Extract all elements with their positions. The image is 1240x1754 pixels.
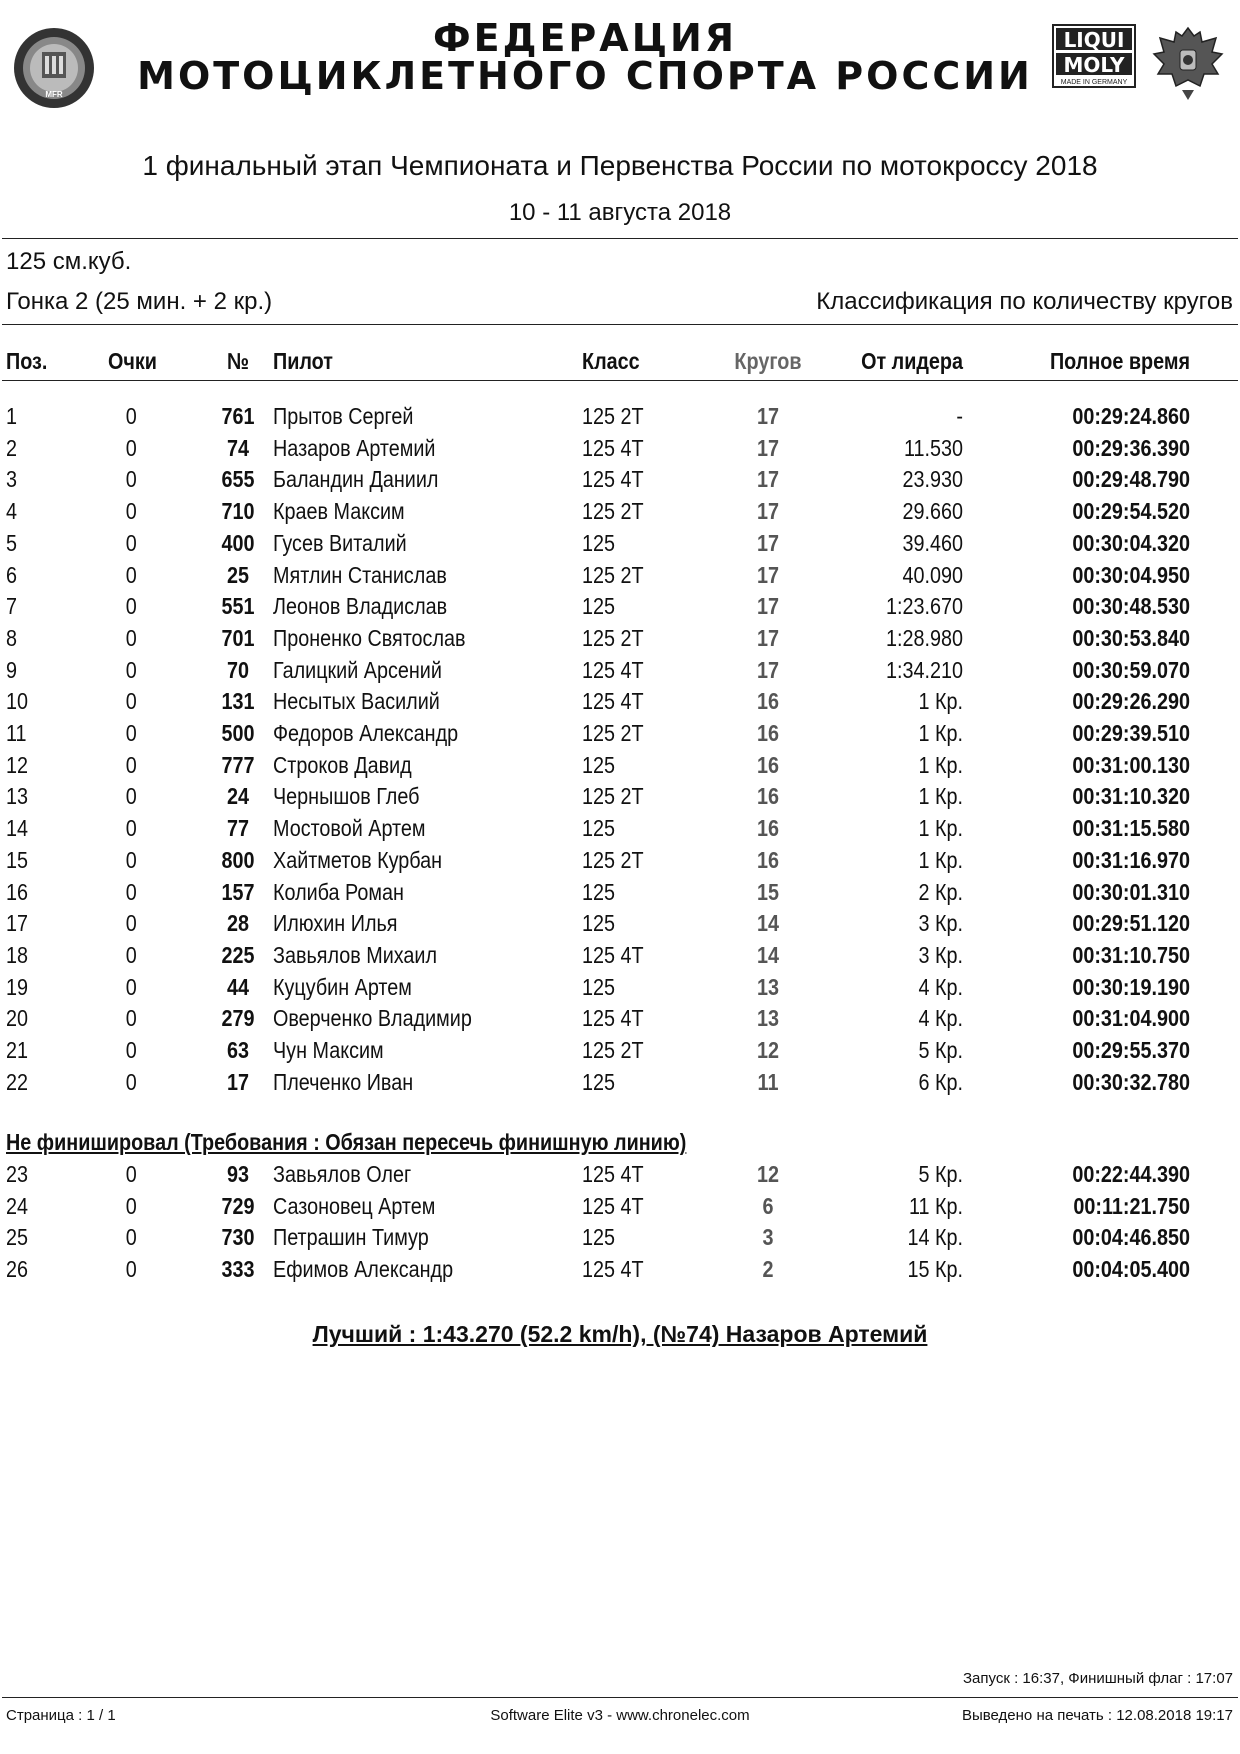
col-header-laps: Кругов <box>734 348 802 374</box>
cell-laps: 13 <box>756 973 780 1000</box>
cell-class: 125 <box>582 751 616 778</box>
cell-gap: 1:28.980 <box>886 624 963 651</box>
cell-number: 157 <box>221 878 255 905</box>
cell-laps: 16 <box>756 846 780 873</box>
cell-pilot: Леонов Владислав <box>273 593 448 620</box>
cell-laps: 16 <box>756 783 780 810</box>
cell-points: 0 <box>125 846 137 873</box>
cell-points: 0 <box>125 815 137 842</box>
cell-number: 800 <box>221 846 255 873</box>
cell-pilot: Завьялов Олег <box>273 1161 412 1187</box>
cell-points: 0 <box>125 1224 137 1251</box>
cell-gap: 1:23.670 <box>886 593 963 620</box>
cell-pilot: Краев Максим <box>273 498 405 525</box>
cell-gap: 1:34.210 <box>886 656 963 683</box>
cell-class: 125 4Т <box>582 466 644 493</box>
col-header-gap: От лидера <box>861 348 963 374</box>
cell-class: 125 <box>582 815 616 842</box>
cell-laps: 14 <box>756 910 780 937</box>
cell-gap: 3 Кр. <box>918 910 963 937</box>
cell-points: 0 <box>125 878 137 905</box>
cell-points: 0 <box>125 720 137 746</box>
cell-number: 44 <box>226 973 250 1000</box>
cell-pos: 12 <box>6 751 29 778</box>
cell-pos: 10 <box>6 688 29 715</box>
cell-points: 0 <box>125 910 137 937</box>
cell-pos: 14 <box>6 815 29 842</box>
cell-pilot: Федоров Александр <box>273 720 459 746</box>
cell-laps: 17 <box>756 561 780 588</box>
cell-total: 00:29:24.860 <box>1072 403 1190 429</box>
cell-gap: 11.530 <box>903 434 963 461</box>
cell-gap: 15 Кр. <box>907 1256 963 1283</box>
cell-gap: 14 Кр. <box>907 1224 963 1251</box>
cell-pos: 7 <box>6 593 18 620</box>
cell-class: 125 2Т <box>582 403 644 429</box>
cell-gap: 23.930 <box>902 466 963 493</box>
cell-number: 333 <box>221 1256 255 1283</box>
cell-pos: 2 <box>6 434 18 461</box>
cell-points: 0 <box>125 783 137 810</box>
cell-pos: 20 <box>6 1005 29 1032</box>
cell-pilot: Мостовой Артем <box>273 815 426 842</box>
cell-points: 0 <box>125 403 137 429</box>
cell-total: 00:30:59.070 <box>1072 656 1190 683</box>
cell-points: 0 <box>125 434 137 461</box>
cell-total: 00:31:10.320 <box>1072 783 1190 810</box>
cell-pos: 15 <box>6 846 29 873</box>
cell-class: 125 4Т <box>582 1192 644 1219</box>
cell-total: 00:04:46.850 <box>1072 1224 1190 1251</box>
cell-total: 00:22:44.390 <box>1072 1161 1190 1187</box>
cell-laps: 17 <box>756 593 780 620</box>
cell-points: 0 <box>125 1192 137 1219</box>
cell-pilot: Галицкий Арсений <box>273 656 442 683</box>
cell-laps: 16 <box>756 720 780 746</box>
cell-points: 0 <box>125 1161 137 1187</box>
event-title: 1 финальный этап Чемпионата и Первенства России по мотокроссу 2018 <box>142 150 1098 181</box>
cell-pilot: Завьялов Михаил <box>273 941 438 968</box>
cell-pilot: Петрашин Тимур <box>273 1224 429 1251</box>
cell-total: 00:31:04.900 <box>1072 1005 1190 1032</box>
cell-gap: 11 Кр. <box>908 1192 963 1219</box>
cell-class: 125 4Т <box>582 941 644 968</box>
cell-points: 0 <box>125 688 137 715</box>
cell-laps: 17 <box>756 403 780 429</box>
cell-total: 00:29:26.290 <box>1072 688 1190 715</box>
cell-pilot: Гусев Виталий <box>273 529 407 556</box>
cell-number: 710 <box>221 498 255 525</box>
cell-gap: 4 Кр. <box>918 1005 963 1032</box>
cell-total: 00:31:00.130 <box>1072 751 1190 778</box>
cell-gap: 39.460 <box>902 529 963 556</box>
cell-number: 279 <box>221 1005 255 1032</box>
cell-pos: 17 <box>6 910 29 937</box>
cell-pilot: Баландин Даниил <box>273 466 439 493</box>
dnf-section-title: Не финишировал (Требования : Обязан пересечь финишную линию) <box>6 1129 687 1155</box>
cell-points: 0 <box>125 1005 137 1032</box>
cell-laps: 16 <box>756 815 780 842</box>
cell-laps: 2 <box>762 1256 774 1283</box>
cell-laps: 17 <box>756 434 780 461</box>
cell-laps: 17 <box>756 498 780 525</box>
cell-class: 125 <box>582 878 616 905</box>
cell-class: 125 4Т <box>582 1005 644 1032</box>
cell-pos: 8 <box>6 624 18 651</box>
cell-total: 00:30:04.950 <box>1072 561 1190 588</box>
cell-gap: 2 Кр. <box>918 878 963 905</box>
cell-gap: 5 Кр. <box>918 1161 963 1187</box>
col-header-points: Очки <box>108 348 157 374</box>
liqui-moly-logo <box>1052 24 1136 88</box>
cell-pilot: Проненко Святослав <box>273 624 466 651</box>
cell-pos: 3 <box>6 466 18 493</box>
cell-points: 0 <box>125 941 137 968</box>
cell-number: 63 <box>226 1037 250 1063</box>
cell-laps: 13 <box>756 1005 780 1032</box>
cell-class: 125 2Т <box>582 783 644 810</box>
cell-points: 0 <box>125 529 137 556</box>
cell-laps: 15 <box>756 878 780 905</box>
liqui-moly-text-2: MOLY <box>1063 53 1125 77</box>
cell-total: 00:30:19.190 <box>1072 973 1190 1000</box>
col-header-class: Класс <box>582 348 640 374</box>
start-finish-times: Запуск : 16:37, Финишный флаг : 17:07 <box>963 1670 1233 1687</box>
cell-class: 125 2Т <box>582 624 644 651</box>
cell-pilot: Сазоновец Артем <box>273 1192 436 1219</box>
cell-number: 24 <box>226 783 250 810</box>
cell-pilot: Чун Максим <box>273 1037 384 1063</box>
cell-number: 74 <box>226 434 250 461</box>
cell-number: 729 <box>221 1192 255 1219</box>
cell-gap: 6 Кр. <box>918 1068 963 1095</box>
cell-pilot: Назаров Артемий <box>273 434 436 461</box>
cell-laps: 17 <box>756 624 780 651</box>
cell-points: 0 <box>125 624 137 651</box>
cell-laps: 16 <box>756 688 780 715</box>
cell-pilot: Несытых Василий <box>273 688 440 715</box>
cell-total: 00:29:48.790 <box>1072 466 1190 493</box>
divider-header <box>2 380 1238 381</box>
cell-class: 125 4Т <box>582 434 644 461</box>
cell-gap: 3 Кр. <box>918 941 963 968</box>
cell-gap: 4 Кр. <box>918 973 963 1000</box>
cell-number: 701 <box>221 624 255 651</box>
cell-number: 70 <box>226 656 250 683</box>
cell-pos: 23 <box>6 1161 29 1187</box>
cell-laps: 3 <box>762 1224 774 1251</box>
col-header-total: Полное время <box>1049 348 1190 374</box>
federation-title-line1: ФЕДЕРАЦИЯ <box>432 16 738 60</box>
cell-laps: 17 <box>756 466 780 493</box>
cell-pos: 19 <box>6 973 29 1000</box>
cell-pilot: Прытов Сергей <box>273 403 414 429</box>
software-credit: Software Elite v3 - www.chronelec.com <box>490 1707 750 1724</box>
cell-class: 125 4Т <box>582 1161 644 1187</box>
cell-number: 28 <box>226 910 250 937</box>
cell-number: 77 <box>226 815 250 842</box>
cell-pos: 9 <box>6 656 18 683</box>
cell-gap: 29.660 <box>902 498 963 525</box>
cell-class: 125 4Т <box>582 656 644 683</box>
race-category: 125 см.куб. <box>6 248 132 275</box>
race-name: Гонка 2 (25 мин. + 2 кр.) <box>6 288 273 315</box>
cell-pos: 21 <box>6 1037 29 1063</box>
cell-number: 551 <box>221 593 255 620</box>
cell-laps: 11 <box>757 1068 779 1095</box>
cell-pilot: Строков Давид <box>273 751 412 778</box>
cell-number: 730 <box>221 1224 255 1251</box>
cell-pos: 25 <box>6 1224 29 1251</box>
cell-class: 125 4Т <box>582 1256 644 1283</box>
cell-class: 125 <box>582 910 616 937</box>
cell-pos: 18 <box>6 941 29 968</box>
cell-points: 0 <box>125 466 137 493</box>
classification-type: Классификация по количеству кругов <box>816 288 1233 315</box>
cell-number: 225 <box>221 941 255 968</box>
cell-total: 00:29:39.510 <box>1072 720 1190 746</box>
cell-number: 131 <box>221 688 255 715</box>
cell-points: 0 <box>125 973 137 1000</box>
cell-laps: 12 <box>756 1037 780 1063</box>
cell-class: 125 <box>582 593 616 620</box>
cell-pos: 4 <box>6 498 18 525</box>
cell-points: 0 <box>125 1068 137 1095</box>
cell-points: 0 <box>125 593 137 620</box>
cell-total: 00:29:55.370 <box>1072 1037 1190 1063</box>
divider-top <box>2 238 1238 239</box>
col-header-pilot: Пилот <box>273 348 333 374</box>
cell-points: 0 <box>125 751 137 778</box>
best-lap: Лучший : 1:43.270 (52.2 km/h), (№74) Назаров Артемий <box>312 1321 928 1347</box>
cell-total: 00:30:48.530 <box>1072 593 1190 620</box>
cell-total: 00:31:16.970 <box>1072 846 1190 873</box>
cell-class: 125 2Т <box>582 561 644 588</box>
cell-class: 125 2Т <box>582 846 644 873</box>
cell-number: 655 <box>221 466 255 493</box>
cell-laps: 17 <box>756 529 780 556</box>
cell-pos: 26 <box>6 1256 29 1283</box>
cell-pilot: Хайтметов Курбан <box>273 846 443 873</box>
cell-pilot: Ефимов Александр <box>273 1256 454 1283</box>
cell-pos: 6 <box>6 561 18 588</box>
cell-pos: 5 <box>6 529 18 556</box>
cell-laps: 17 <box>756 656 780 683</box>
cell-points: 0 <box>125 561 137 588</box>
cell-total: 00:29:51.120 <box>1072 910 1190 937</box>
cell-laps: 12 <box>756 1161 780 1187</box>
cell-total: 00:30:32.780 <box>1072 1068 1190 1095</box>
cell-number: 93 <box>226 1161 250 1187</box>
cell-pos: 1 <box>6 403 18 429</box>
cell-total: 00:30:01.310 <box>1072 878 1190 905</box>
divider-middle <box>2 324 1238 325</box>
cell-total: 00:30:04.320 <box>1072 529 1190 556</box>
liqui-moly-text-1: LIQUI <box>1063 28 1125 52</box>
cell-total: 00:11:21.750 <box>1073 1192 1190 1219</box>
divider-footer <box>2 1697 1238 1698</box>
cell-pos: 11 <box>6 720 27 746</box>
cell-class: 125 4Т <box>582 688 644 715</box>
cell-number: 17 <box>226 1068 250 1095</box>
cell-class: 125 2Т <box>582 498 644 525</box>
cell-class: 125 <box>582 973 616 1000</box>
cell-total: 00:31:10.750 <box>1072 941 1190 968</box>
cell-gap: - <box>956 403 963 429</box>
cell-pos: 24 <box>6 1192 29 1219</box>
cell-gap: 1 Кр. <box>918 846 963 873</box>
cell-number: 25 <box>226 561 250 588</box>
cell-gap: 1 Кр. <box>918 688 963 715</box>
col-header-number: № <box>226 348 250 374</box>
cell-laps: 16 <box>756 751 780 778</box>
cell-pos: 16 <box>6 878 29 905</box>
cell-points: 0 <box>125 1256 137 1283</box>
cell-pos: 22 <box>6 1068 29 1095</box>
cell-pilot: Илюхин Илья <box>273 910 398 937</box>
cell-class: 125 <box>582 529 616 556</box>
liqui-moly-text-3: MADE IN GERMANY <box>1060 79 1128 86</box>
cell-gap: 1 Кр. <box>918 720 963 746</box>
cell-class: 125 <box>582 1068 616 1095</box>
cell-total: 00:04:05.400 <box>1072 1256 1190 1283</box>
cell-number: 761 <box>221 403 255 429</box>
cell-pilot: Чернышов Глеб <box>273 783 420 810</box>
cell-number: 500 <box>221 720 255 746</box>
mfr-logo <box>12 26 96 110</box>
cell-pos: 13 <box>6 783 29 810</box>
event-dates: 10 - 11 августа 2018 <box>508 199 732 226</box>
cell-total: 00:31:15.580 <box>1072 815 1190 842</box>
col-header-pos: Поз. <box>6 348 48 374</box>
cell-pilot: Мятлин Станислав <box>273 561 447 588</box>
cell-points: 0 <box>125 498 137 525</box>
cell-points: 0 <box>125 1037 137 1063</box>
cell-gap: 1 Кр. <box>918 751 963 778</box>
cell-total: 00:29:54.520 <box>1072 498 1190 525</box>
cell-gap: 1 Кр. <box>918 783 963 810</box>
cell-number: 400 <box>221 529 255 556</box>
russian-eagle-emblem-icon <box>1146 20 1230 104</box>
print-timestamp: Выведено на печать : 12.08.2018 19:17 <box>961 1707 1233 1724</box>
cell-class: 125 <box>582 1224 616 1251</box>
cell-points: 0 <box>125 656 137 683</box>
cell-class: 125 2Т <box>582 720 644 746</box>
cell-gap: 5 Кр. <box>918 1037 963 1063</box>
cell-laps: 6 <box>762 1192 774 1219</box>
federation-title-line2: МОТОЦИКЛЕТНОГО СПОРТА РОССИИ <box>137 54 1033 98</box>
cell-pilot: Плеченко Иван <box>273 1068 414 1095</box>
cell-laps: 14 <box>756 941 780 968</box>
cell-total: 00:30:53.840 <box>1072 624 1190 651</box>
cell-total: 00:29:36.390 <box>1072 434 1190 461</box>
page-number: Страница : 1 / 1 <box>6 1707 116 1724</box>
cell-gap: 40.090 <box>902 561 963 588</box>
mfr-logo-text: MFR <box>45 90 63 99</box>
cell-pilot: Куцубин Артем <box>273 973 412 1000</box>
cell-pilot: Колиба Роман <box>273 878 404 905</box>
cell-pilot: Оверченко Владимир <box>273 1005 472 1032</box>
cell-gap: 1 Кр. <box>918 815 963 842</box>
cell-number: 777 <box>221 751 255 778</box>
cell-class: 125 2Т <box>582 1037 644 1063</box>
